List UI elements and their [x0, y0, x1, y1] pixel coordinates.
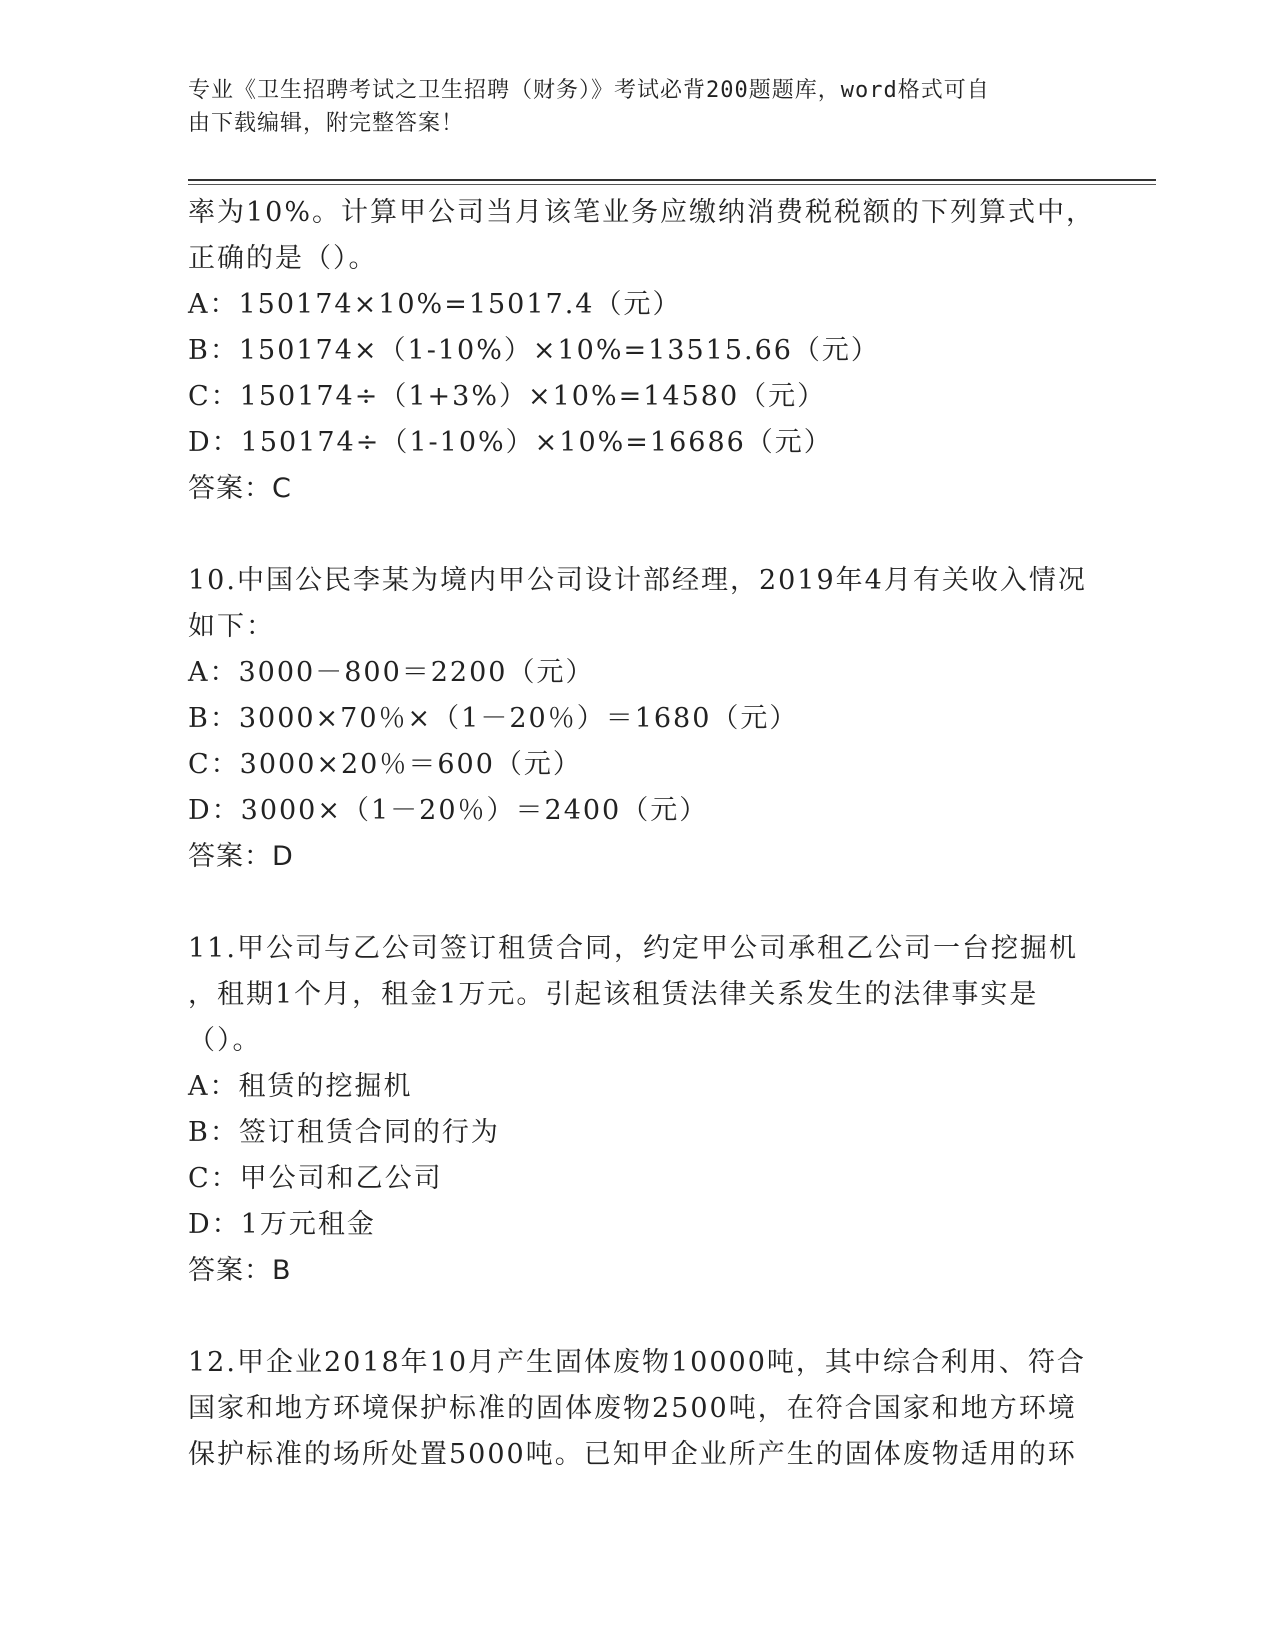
option-a: A：150174×10%=15017.4（元）	[188, 289, 682, 320]
question-12	[188, 1340, 1088, 1478]
option-c: C：3000×20％＝600（元）	[188, 749, 582, 780]
question-stem-line: ，租期1个月，租金1万元。引起该租赁法律关系发生的法律事实是	[188, 979, 1039, 1010]
document-body	[188, 190, 1096, 1478]
answer-line: 答案：C	[188, 473, 292, 504]
spacer	[188, 1294, 1088, 1340]
option-c: C：150174÷（1+3%）×10%=14580（元）	[188, 381, 827, 412]
question-stem-line: 正确的是（）。	[188, 243, 378, 274]
option-d: D：1万元租金	[188, 1209, 376, 1240]
header-divider	[188, 179, 1156, 181]
option-d: D：3000×（1－20％）＝2400（元）	[188, 795, 709, 826]
question-stem-line: （）。	[188, 1025, 262, 1056]
question-stem-line: 国家和地方环境保护标准的固体废物2500吨，在符合国家和地方环境	[188, 1393, 1077, 1424]
question-stem-line: 率为10%。计算甲公司当月该笔业务应缴纳消费税税额的下列算式中，	[188, 197, 1096, 228]
answer-line: 答案：B	[188, 1255, 292, 1286]
question-stem-line: 保护标准的场所处置5000吨。已知甲企业所产生的固体废物适用的环	[188, 1439, 1077, 1470]
option-b: B：150174×（1-10%）×10%=13515.66（元）	[188, 335, 880, 366]
header-line-1: 专业《卫生招聘考试之卫生招聘（财务）》考试必背200题题库，word格式可自	[188, 78, 990, 103]
question-10	[188, 558, 1088, 880]
question-stem-line: 11.甲公司与乙公司签订租赁合同，约定甲公司承租乙公司一台挖掘机	[188, 933, 1078, 964]
header-line-2: 由下载编辑，附完整答案！	[188, 111, 465, 136]
option-a: A：租赁的挖掘机	[188, 1071, 413, 1102]
question-stem-line: 如下：	[188, 611, 275, 642]
document-header	[188, 74, 1068, 140]
question-stem-line: 10.中国公民李某为境内甲公司设计部经理，2019年4月有关收入情况	[188, 565, 1087, 596]
option-d: D：150174÷（1-10%）×10%=16686（元）	[188, 427, 833, 458]
spacer	[188, 512, 1088, 558]
option-c: C：甲公司和乙公司	[188, 1163, 443, 1194]
answer-line: 答案：D	[188, 841, 294, 872]
option-a: A：3000－800＝2200（元）	[188, 657, 595, 688]
question-9	[188, 190, 1096, 512]
option-b: B：签订租赁合同的行为	[188, 1117, 500, 1148]
question-stem-line: 12.甲企业2018年10月产生固体废物10000吨，其中综合利用、符合	[188, 1347, 1086, 1378]
header-divider-thin	[188, 184, 1156, 185]
option-b: B：3000×70％×（1－20％）＝1680（元）	[188, 703, 799, 734]
question-11	[188, 926, 1088, 1294]
spacer	[188, 880, 1088, 926]
